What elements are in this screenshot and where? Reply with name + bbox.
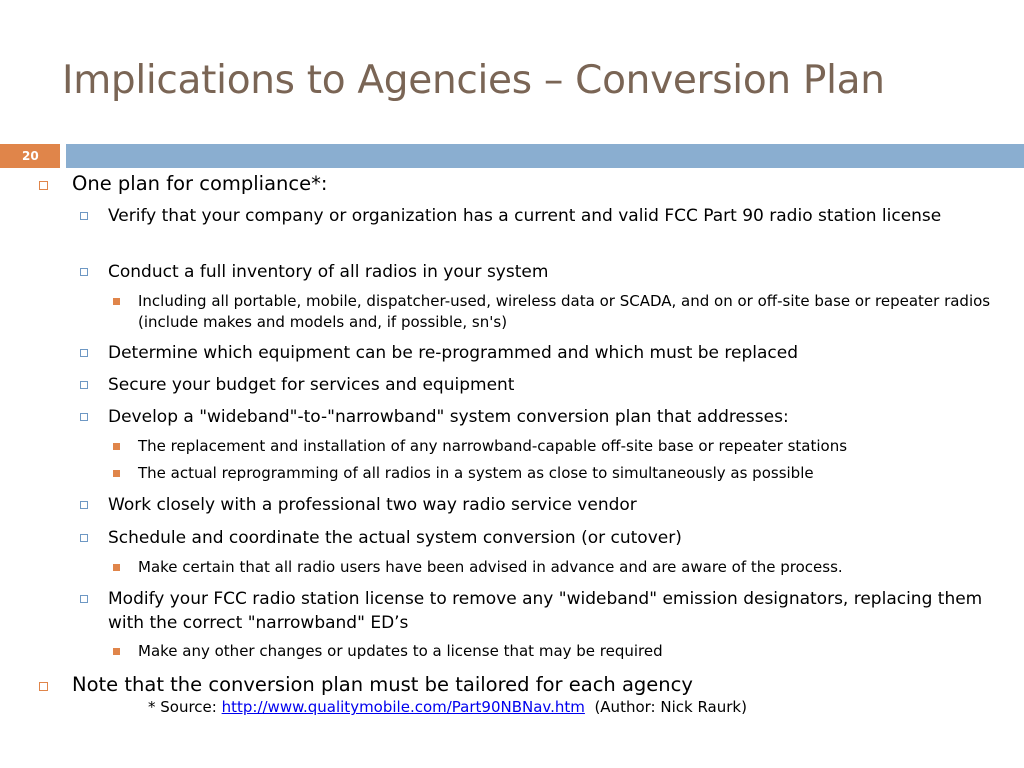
filled-square-bullet-icon	[113, 298, 120, 305]
bullet-text: Make any other changes or updates to a license that may be required	[138, 642, 663, 660]
list-item	[138, 436, 1008, 457]
slide-title: Implications to Agencies – Conversion Plan	[62, 58, 885, 103]
bullet-text: Note that the conversion plan must be tailored for each agency	[72, 673, 693, 696]
bullet-text: The actual reprogramming of all radios in a system as close to simultaneously as possible	[138, 464, 814, 482]
list-item	[138, 641, 1008, 662]
list-item	[108, 260, 988, 284]
list-item	[138, 557, 1008, 578]
hollow-square-bullet-icon	[39, 682, 48, 691]
bullet-text: Verify that your company or organization has a current and valid FCC Part 90 radio station license	[108, 206, 942, 226]
bullet-text: Conduct a full inventory of all radios in your system	[108, 262, 549, 282]
list-item	[108, 204, 988, 228]
hollow-square-bullet-icon	[80, 212, 88, 220]
bullet-text: Modify your FCC radio station license to remove any "wideband" emission designators, replacing them with the correct "narrowband" ED’s	[108, 589, 983, 633]
hollow-square-bullet-icon	[80, 595, 88, 603]
source-link[interactable]: http://www.qualitymobile.com/Part90NBNav.htm	[221, 698, 585, 716]
list-item	[108, 341, 988, 365]
hollow-square-bullet-icon	[80, 349, 88, 357]
bullet-text: Develop a "wideband"-to-"narrowband" system conversion plan that addresses:	[108, 407, 789, 427]
list-item	[72, 172, 992, 196]
bullet-text: One plan for compliance*:	[72, 172, 328, 195]
hollow-square-bullet-icon	[80, 534, 88, 542]
hollow-square-bullet-icon	[80, 381, 88, 389]
list-item	[108, 493, 988, 517]
source-author: (Author: Nick Raurk)	[584, 698, 747, 716]
slide-number: 20	[0, 144, 60, 168]
hollow-square-bullet-icon	[80, 268, 88, 276]
filled-square-bullet-icon	[113, 443, 120, 450]
source-prefix: * Source:	[148, 698, 222, 716]
filled-square-bullet-icon	[113, 470, 120, 477]
list-item	[108, 587, 988, 635]
list-item	[138, 463, 1008, 484]
bullet-text: Determine which equipment can be re-programmed and which must be replaced	[108, 343, 799, 363]
bullet-text: Schedule and coordinate the actual system conversion (or cutover)	[108, 528, 682, 548]
source-note	[148, 697, 747, 717]
list-item	[72, 673, 992, 697]
bullet-text: The replacement and installation of any narrowband-capable off-site base or repeater stations	[138, 437, 848, 455]
filled-square-bullet-icon	[113, 648, 120, 655]
bullet-text: Make certain that all radio users have been advised in advance and are aware of the process.	[138, 558, 843, 576]
hollow-square-bullet-icon	[80, 501, 88, 509]
list-item	[138, 291, 1008, 333]
list-item	[108, 373, 988, 397]
list-item	[108, 405, 988, 429]
list-item	[108, 526, 988, 550]
bullet-text: Including all portable, mobile, dispatcher-used, wireless data or SCADA, and on or off-site base or repeater radios (include makes and models and, if possible, sn's)	[138, 292, 991, 331]
bullet-text: Secure your budget for services and equipment	[108, 375, 515, 395]
bullet-text: Work closely with a professional two way radio service vendor	[108, 495, 637, 515]
hollow-square-bullet-icon	[80, 413, 88, 421]
filled-square-bullet-icon	[113, 564, 120, 571]
hollow-square-bullet-icon	[39, 181, 48, 190]
